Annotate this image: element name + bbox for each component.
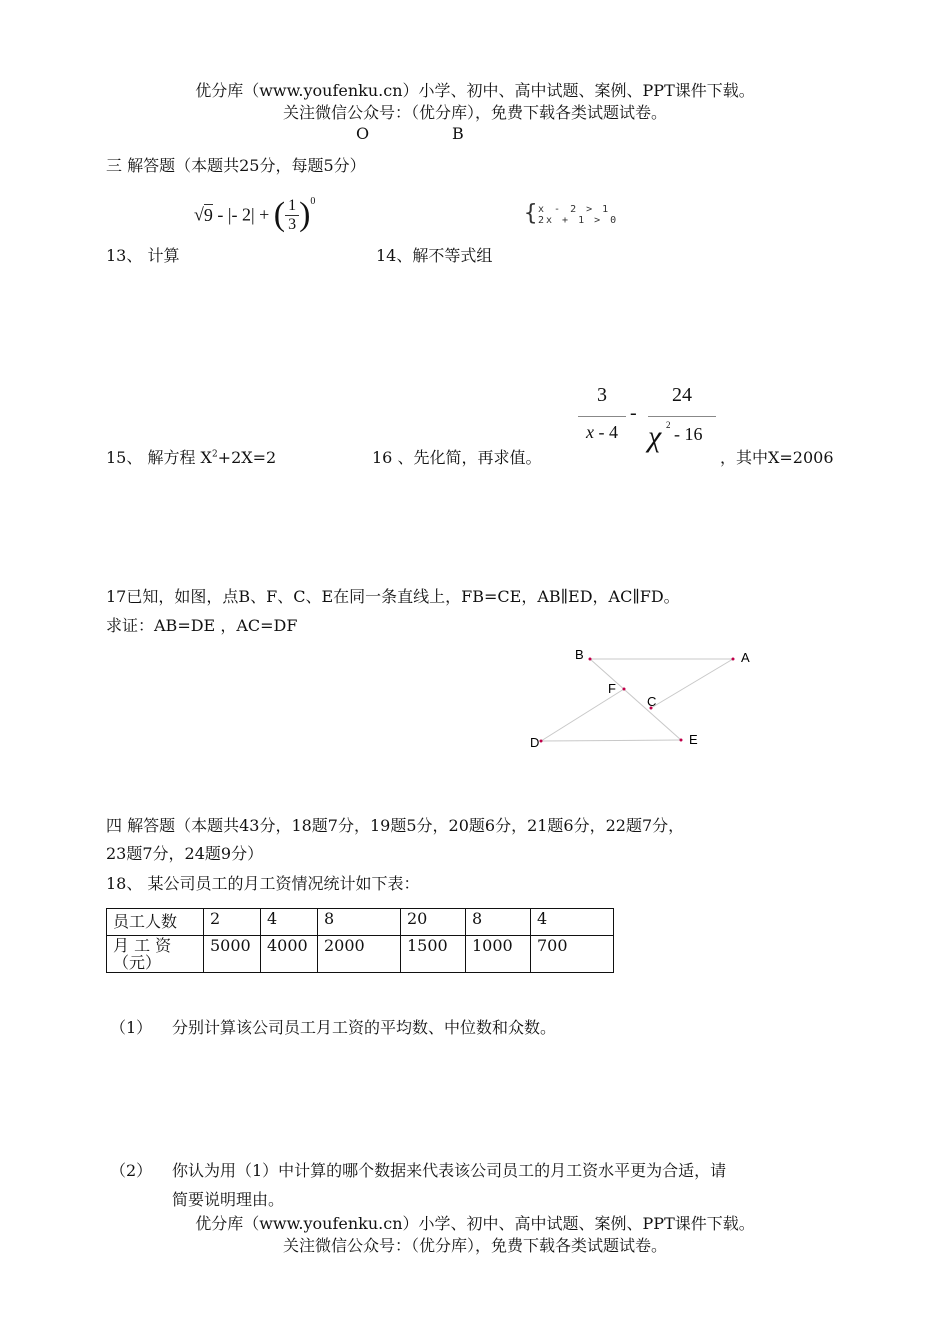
footer-line-1: 优分库（www.youfenku.cn）小学、初中、高中试题、案例、PPT课件下载。 [195,1214,755,1233]
row-header-wage-a: 月 工 资 [113,936,172,955]
q13-exponent: 0 [310,196,316,207]
segment-df [541,689,624,741]
q16-den-exp: 2 [666,420,671,430]
q17-line-2: 求证：AB=DE ，AC=DF [106,616,298,635]
table-cell: 4 [261,909,318,936]
table-cell: 8 [466,909,531,936]
q13-label: 13、 计算 [106,246,180,265]
inequality-1: x - 2 > 1 [538,204,611,215]
abs-inner: - 2 [231,204,251,225]
row-header-monthly-wage [107,936,204,973]
sqrt-icon: √ [194,204,204,225]
q15-rest: +2X=2 [217,448,277,467]
label-d: D [530,735,540,750]
q18-part1-number: （1） [110,1018,153,1037]
q17-figure [520,640,760,760]
q16-condition: ，其中X=2006 [720,448,834,467]
point-e [680,739,683,742]
label-e: E [689,732,698,747]
plus-sign: + [259,204,270,225]
table-cell: 20 [401,909,466,936]
table-row [107,936,614,973]
q18-part2-number: （2） [110,1161,153,1180]
footer-line-2: 关注微信公众号：（优分库），免费下载各类试题试卷。 [282,1236,667,1255]
q15-text [106,445,276,468]
brace-icon: { [524,201,538,226]
wage-table [106,908,614,973]
q15-exponent: 2 [211,449,218,460]
point-b [589,658,592,661]
q18-intro: 18、 某公司员工的月工资情况统计如下表： [106,874,420,893]
table-cell: 5000 [204,936,261,973]
segment-ac [651,659,733,708]
header-line-2: 关注微信公众号：（优分库），免费下载各类试题试卷。 [282,103,667,122]
table-cell: 1000 [466,936,531,973]
q16-minus: - [630,402,637,424]
label-a: A [741,650,750,665]
point-d [540,740,543,743]
header-line-1: 优分库（www.youfenku.cn）小学、初中、高中试题、案例、PPT课件下载。 [195,81,755,100]
table-cell: 8 [318,909,401,936]
q13-fraction [285,197,299,234]
section-3-title: 三 解答题（本题共25分，每题5分） [106,156,366,175]
q13-frac-num: 1 [285,197,299,216]
row-header-wage-b: （元） [113,953,162,972]
q18-part1-text: 分别计算该公司员工月工资的平均数、中位数和众数。 [172,1018,557,1037]
q17-line-1: 17已知，如图，点B、F、C、E在同一条直线上，FB=CE，AB∥ED，AC∥FD。 [106,587,680,606]
inequality-2: 2x + 1 > 0 [538,215,619,226]
prev-label-b: B [452,124,464,143]
q16-label: 16 、先化简，再求值。 [372,448,542,467]
q16-frac1-num: 3 [597,384,607,406]
q16-frac1-den: x - 4 [586,422,618,442]
label-c: C [647,694,657,709]
section-4-line-2: 23题7分，24题9分） [106,844,264,863]
point-a [732,658,735,661]
table-row [107,909,614,936]
q16-chi: χ [648,420,662,453]
label-b: B [575,647,584,662]
q15-label: 15、 解方程 X [106,448,212,467]
label-f: F [608,681,616,696]
q16-frac2-num: 24 [672,384,692,406]
sqrt-arg: 9 [203,204,213,225]
q14-label: 14、解不等式组 [376,246,493,265]
point-f [623,688,626,691]
q16-den-rest: - 16 [674,424,703,444]
section-4-line-1: 四 解答题（本题共43分，18题7分，19题5分，20题6分，21题6分，22题7分， [106,816,685,835]
table-cell: 2 [204,909,261,936]
minus-sign: - [217,204,224,225]
row-header-staff-count: 员工人数 [107,909,204,936]
segment-de [541,740,681,741]
segment-be [590,659,681,740]
table-cell: 1500 [401,936,466,973]
prev-label-o: O [356,124,370,143]
q13-expression: √9 - |- 2| + ( $\frac{1}{3}$ )$^0$ [194,196,316,233]
table-cell: 2000 [318,936,401,973]
q18-part2-text-a: 你认为用（1）中计算的哪个数据来代表该公司员工的月工资水平更为合适，请 [172,1161,727,1180]
q14-inequality-system [524,201,619,226]
table-cell: 4000 [261,936,318,973]
table-cell: 4 [531,909,614,936]
table-cell: 700 [531,936,614,973]
q13-frac-den: 3 [288,215,297,233]
q18-part2-text-b: 简要说明理由。 [172,1190,285,1209]
